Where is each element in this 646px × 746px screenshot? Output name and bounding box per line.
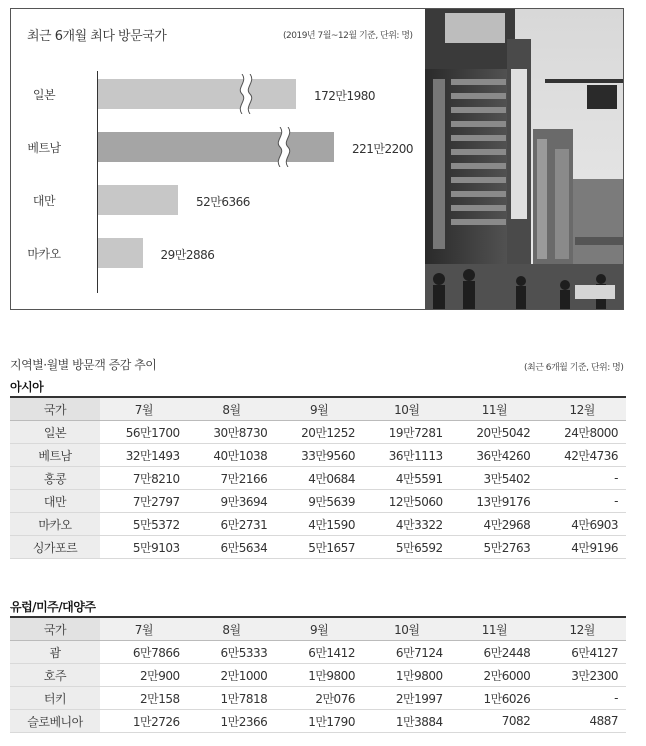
visitor-count-cell: 6만5333 — [188, 641, 276, 664]
bar-value-label: 221만2200 — [352, 142, 414, 156]
bar — [98, 79, 296, 109]
visitor-count-cell: 1만9800 — [275, 664, 363, 687]
bar-value-label: 29만2886 — [160, 248, 215, 262]
visitor-count-cell: 4만3322 — [363, 513, 451, 536]
visitor-count-cell: 7만8210 — [100, 467, 188, 490]
visitor-count-cell: 7082 — [451, 710, 539, 733]
table-row — [10, 421, 626, 444]
chart-title: 최근 6개월 최다 방문국가 — [27, 29, 167, 44]
visitor-count-cell: 20만1252 — [275, 421, 363, 444]
visitor-count-cell: 1만9800 — [363, 664, 451, 687]
country-cell: 터키 — [10, 687, 100, 710]
visitor-count-cell: - — [538, 687, 626, 710]
visitor-count-cell: 6만1412 — [275, 641, 363, 664]
bar — [98, 132, 334, 162]
visitor-count-cell: 7만2166 — [188, 467, 276, 490]
visitor-count-cell: 6만2731 — [188, 513, 276, 536]
visitor-count-cell: 40만1038 — [188, 444, 276, 467]
visitor-count-cell: 4만6903 — [538, 513, 626, 536]
visitor-count-cell: 7만2797 — [100, 490, 188, 513]
visitor-count-cell: 12만5060 — [363, 490, 451, 513]
visitor-count-cell: 9만3694 — [188, 490, 276, 513]
visitor-count-cell: 13만9176 — [451, 490, 539, 513]
country-cell: 마카오 — [10, 513, 100, 536]
euro-table — [10, 618, 626, 733]
table-row — [10, 687, 626, 710]
table-row — [10, 641, 626, 664]
table-row — [10, 467, 626, 490]
visitor-count-cell: 2만158 — [100, 687, 188, 710]
axis-break-mark — [274, 127, 294, 167]
asia-table — [10, 398, 626, 559]
visitor-count-cell: 32만1493 — [100, 444, 188, 467]
street-photo-image — [425, 9, 624, 310]
column-header-month: 11월 — [451, 618, 539, 641]
visitor-count-cell: 6만5634 — [188, 536, 276, 559]
bar — [98, 185, 178, 215]
table-row — [10, 710, 626, 733]
column-header-month: 10월 — [363, 398, 451, 421]
table-header-row — [10, 618, 626, 641]
euro-section-label: 유럽/미주/대양주 — [10, 600, 96, 614]
visitor-count-cell: 30만8730 — [188, 421, 276, 444]
visitor-count-cell: 5만9103 — [100, 536, 188, 559]
visitor-count-cell: 5만1657 — [275, 536, 363, 559]
column-header-month: 9월 — [275, 398, 363, 421]
country-cell: 싱가포르 — [10, 536, 100, 559]
column-header-month: 8월 — [188, 618, 276, 641]
visitor-count-cell: 42만4736 — [538, 444, 626, 467]
visitor-count-cell: 19만7281 — [363, 421, 451, 444]
visitor-count-cell: 1만2366 — [188, 710, 276, 733]
bar — [98, 238, 143, 268]
country-cell: 홍콩 — [10, 467, 100, 490]
visitor-count-cell: 5만2763 — [451, 536, 539, 559]
bar-category-label: 일본 — [32, 88, 56, 102]
country-cell: 괌 — [10, 641, 100, 664]
country-cell: 대만 — [10, 490, 100, 513]
trend-unit-note: (최근 6개월 기준, 단위: 명) — [524, 363, 624, 373]
visitor-count-cell: 1만7818 — [188, 687, 276, 710]
bar-category-label: 베트남 — [27, 141, 61, 155]
table-row — [10, 513, 626, 536]
visitor-count-cell: 5만5372 — [100, 513, 188, 536]
table-header-row — [10, 398, 626, 421]
visitor-count-cell: 4만1590 — [275, 513, 363, 536]
visitor-count-cell: 36만1113 — [363, 444, 451, 467]
visitor-count-cell: - — [538, 490, 626, 513]
country-cell: 일본 — [10, 421, 100, 444]
visitor-count-cell: 6만7124 — [363, 641, 451, 664]
visitor-count-cell: 9만5639 — [275, 490, 363, 513]
table-row — [10, 444, 626, 467]
column-header-month: 8월 — [188, 398, 276, 421]
visitor-count-cell: 6만4127 — [538, 641, 626, 664]
visitor-count-cell: 4만2968 — [451, 513, 539, 536]
visitor-count-cell: 6만7866 — [100, 641, 188, 664]
table-row — [10, 536, 626, 559]
column-header-country: 국가 — [10, 398, 100, 421]
country-cell: 호주 — [10, 664, 100, 687]
chart-unit-note: (2019년 7월~12월 기준, 단위: 명) — [283, 31, 413, 41]
visitor-count-cell: 2만1000 — [188, 664, 276, 687]
visitor-count-cell: 5만6592 — [363, 536, 451, 559]
visitor-count-cell: 1만2726 — [100, 710, 188, 733]
column-header-month: 10월 — [363, 618, 451, 641]
visitor-count-cell: 1만3884 — [363, 710, 451, 733]
column-header-month: 9월 — [275, 618, 363, 641]
visitor-count-cell: 6만2448 — [451, 641, 539, 664]
bar-category-label: 마카오 — [27, 247, 61, 261]
trend-section-title: 지역별·월별 방문객 증감 추이 — [10, 358, 157, 372]
table-row — [10, 664, 626, 687]
visitor-count-cell: 4만5591 — [363, 467, 451, 490]
visitor-count-cell: 2만6000 — [451, 664, 539, 687]
top-chart-panel — [10, 8, 624, 310]
street-photo — [425, 9, 624, 310]
visitor-count-cell: 2만900 — [100, 664, 188, 687]
column-header-month: 7월 — [100, 398, 188, 421]
column-header-month: 12월 — [538, 618, 626, 641]
visitor-count-cell: 33만9560 — [275, 444, 363, 467]
column-header-month: 11월 — [451, 398, 539, 421]
bar-value-label: 52만6366 — [196, 195, 250, 209]
asia-section-label: 아시아 — [10, 380, 44, 394]
visitor-count-cell: 20만5042 — [451, 421, 539, 444]
visitor-count-cell: 3만2300 — [538, 664, 626, 687]
visitor-count-cell: 2만1997 — [363, 687, 451, 710]
bar-value-label: 172만1980 — [314, 89, 376, 103]
visitor-count-cell: 56만1700 — [100, 421, 188, 444]
axis-break-mark — [236, 74, 256, 114]
column-header-month: 7월 — [100, 618, 188, 641]
visitor-count-cell: 1만6026 — [451, 687, 539, 710]
visitor-count-cell: 24만8000 — [538, 421, 626, 444]
visitor-count-cell: 3만5402 — [451, 467, 539, 490]
column-header-country: 국가 — [10, 618, 100, 641]
column-header-month: 12월 — [538, 398, 626, 421]
country-cell: 슬로베니아 — [10, 710, 100, 733]
visitor-count-cell: 36만4260 — [451, 444, 539, 467]
visitor-count-cell: 4887 — [538, 710, 626, 733]
visitor-count-cell: 4만0684 — [275, 467, 363, 490]
visitor-count-cell: 1만1790 — [275, 710, 363, 733]
table-row — [10, 490, 626, 513]
visitor-count-cell: 2만076 — [275, 687, 363, 710]
visitor-count-cell: 4만9196 — [538, 536, 626, 559]
bar-category-label: 대만 — [32, 194, 56, 208]
country-cell: 베트남 — [10, 444, 100, 467]
visitor-count-cell: - — [538, 467, 626, 490]
